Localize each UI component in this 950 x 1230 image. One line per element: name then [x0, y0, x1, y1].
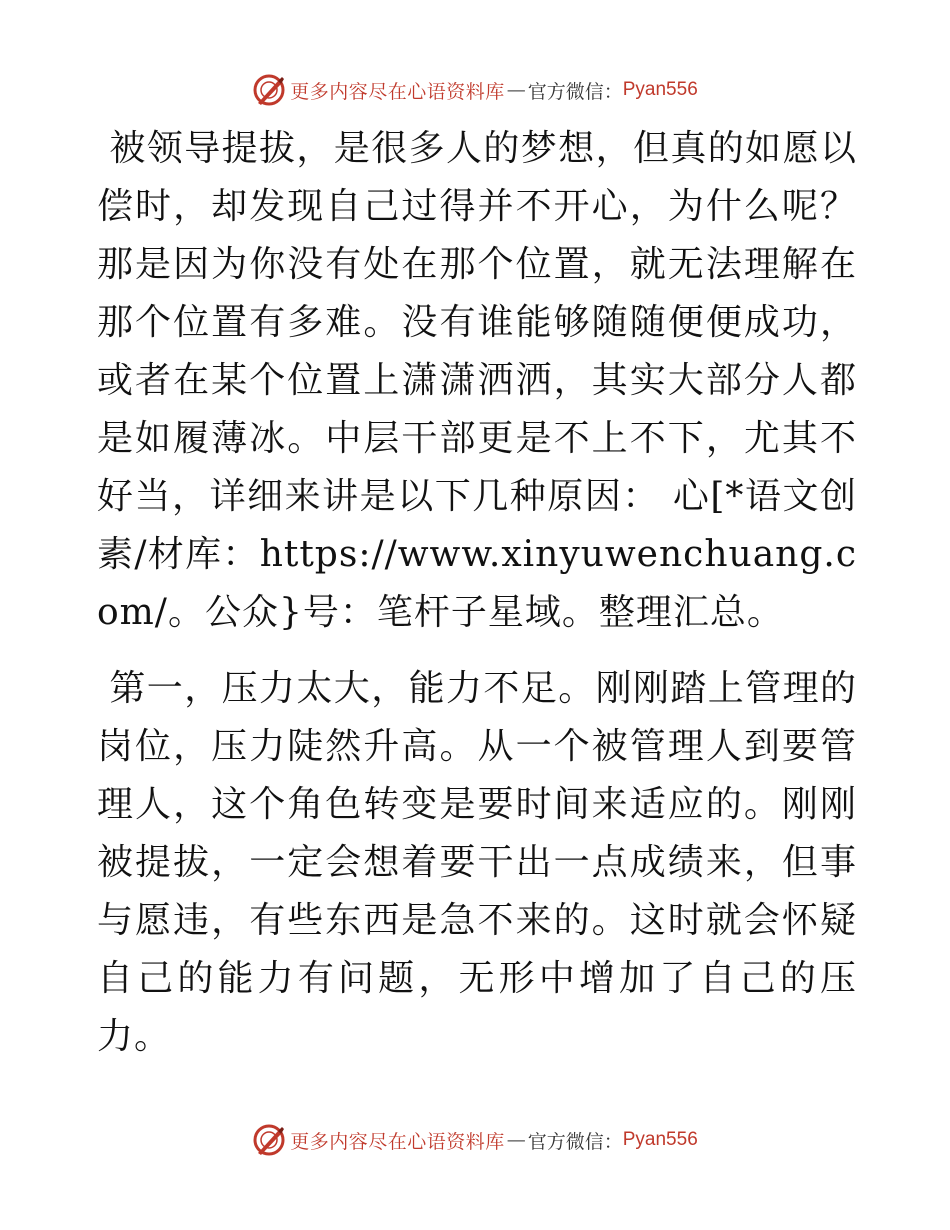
paragraph-1-text: 被领导提拔，是很多人的梦想，但真的如愿以偿时，却发现自己过得并不开心，为什么呢？那是因为你没有处在那个位置，就无法理解在那个位置有多难。没有谁能够随随便便成功，或者在某个位置上潇潇洒洒，其实大部分人都是如履薄冰。中层干部更是不上不下，尤其不好当，详细来讲是以下几种原因： 心[*语文创素/材库：https://www.xinyuwenchuang.com/。公众}号：笔杆子星域。整理汇总。: [97, 128, 857, 633]
pen-logo-icon: [252, 73, 286, 107]
document-body: [97, 120, 857, 1066]
header-banner: [0, 70, 950, 110]
banner-text: 更多内容尽在心语资料库: [290, 1130, 505, 1153]
pen-logo-icon: [252, 1123, 286, 1157]
footer-banner: [0, 1120, 950, 1160]
paragraph-2-text: 第一，压力太大，能力不足。刚刚踏上管理的岗位，压力陡然升高。从一个被管理人到要管理人，这个角色转变是要时间来适应的。刚刚被提拔，一定会想着要干出一点成绩来，但事与愿违，有些东西是急不来的。这时就会怀疑自己的能力有问题，无形中增加了自己的压力。: [97, 668, 857, 1057]
paragraph-2: [97, 660, 857, 1066]
banner-separator: —: [506, 79, 526, 101]
banner-wechat-id: Pyan556: [622, 79, 698, 100]
banner-wechat-label: 官方微信：: [527, 1130, 623, 1153]
banner-text: 更多内容尽在心语资料库: [290, 80, 505, 103]
banner-wechat-label: 官方微信：: [527, 80, 623, 103]
banner-separator: —: [506, 1129, 526, 1151]
banner-wechat-id: Pyan556: [622, 1129, 698, 1150]
paragraph-1: [97, 120, 857, 642]
